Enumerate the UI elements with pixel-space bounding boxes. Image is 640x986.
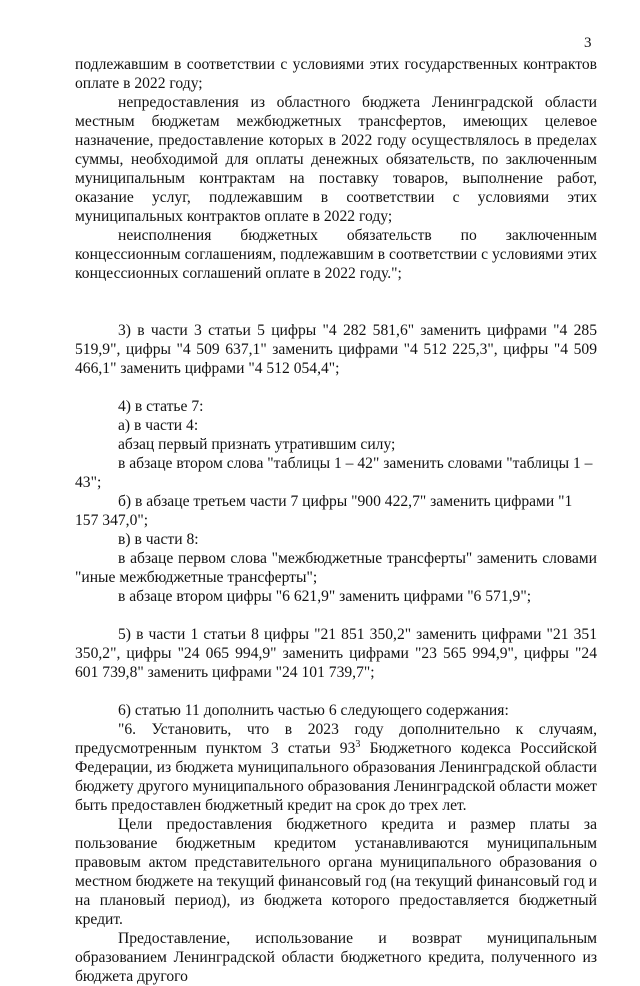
page-number: 3 <box>584 35 592 51</box>
item-4: 4) в статье 7: <box>118 398 204 415</box>
item-6-text: "6. Установить, что в 2023 году дополнительно к случаям, предусмотренным пунктом 3 статьи $93^3$ Бюджетного кодекса Российской Федерации, из бюджета муниципального образования Ленинградской области бюджету другого муниципального образования Ленинградской области может быть предоставлен бюджетный кредит на срок до трех лет. <box>75 721 598 814</box>
paragraph-continuation: подлежавшим в соответствии с условиями этих государственных контрактов оплате в 2022 году; <box>75 56 597 92</box>
item-4v: в) в части 8: <box>118 531 199 548</box>
document-body <box>75 55 597 986</box>
item-4v-first: в абзаце первом слова "межбюджетные трансферты" заменить словами "иные межбюджетные трансферты"; <box>75 550 597 586</box>
item-4v-second: в абзаце втором цифры "6 621,9" заменить цифрами "6 571,9"; <box>118 588 532 605</box>
paragraph-concessions: неисполнения бюджетных обязательств по заключенным концессионным соглашениям, подлежавшим в соответствии с условиями этих концессионных соглашений оплате в 2022 году."; <box>75 227 597 282</box>
item-3: 3) в части 3 статьи 5 цифры "4 282 581,6" заменить цифрами "4 285 519,9", цифры "4 509 637,1" заменить цифрами "4 512 225,3", цифры "4 509 466,1" заменить цифрами "4 512 054,4"; <box>75 322 597 377</box>
item-6: 6) статью 11 дополнить частью 6 следующего содержания: <box>118 702 509 719</box>
item-5: 5) в части 1 статьи 8 цифры "21 851 350,2" заменить цифрами "21 351 350,2", цифры "24 065 994,9" заменить цифрами "23 565 994,9", цифры "24 601 739,8" заменить цифрами "24 101 739,7"; <box>75 626 597 681</box>
paragraph-subsidies: непредоставления из областного бюджета Ленинградской области местным бюджетам межбюджетных трансфертов, имеющих целевое назначение, предоставление которых в 2022 году осуществлялось в пределах суммы, необходимой для оплаты денежных обязательств, по заключенным муниципальным контрактам на поставку товаров, выполнение работ, оказание услуг, подлежавшим в соответствии с условиями этих муниципальных контрактов оплате в 2022 году; <box>75 94 597 225</box>
item-6-provision: Предоставление, использование и возврат муниципальным образованием Ленинградской области бюджетного кредита, полученного из бюджета другого <box>75 930 597 985</box>
item-4a-second: в абзаце втором слова "таблицы 1 – 42" заменить словами "таблицы 1 – 43"; <box>75 455 593 491</box>
item-4a-first: абзац первый признать утратившим силу; <box>118 436 396 453</box>
item-6-goals: Цели предоставления бюджетного кредита и размер платы за пользование бюджетным кредитом устанавливаются муниципальным правовым актом представительного органа муниципального образования о местном бюджете на текущий финансовый год (на текущий финансовый год и на плановый период), из бюджета которого предоставляется бюджетный кредит. <box>75 816 597 928</box>
item-4a: а) в части 4: <box>118 417 199 434</box>
item-4b: б) в абзаце третьем части 7 цифры "900 422,7" заменить цифрами "1 157 347,0"; <box>75 493 573 529</box>
